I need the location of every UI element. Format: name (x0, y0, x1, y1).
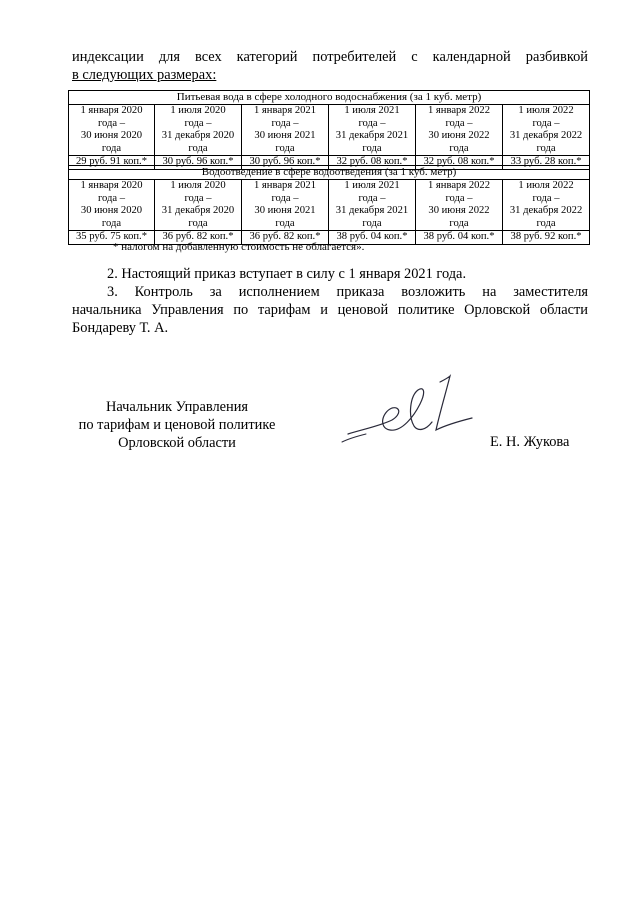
price-cell: 33 руб. 28 коп.* (503, 156, 590, 170)
signatory-title-line-1: Начальник Управления (105, 399, 249, 415)
signatory-title (72, 398, 282, 452)
paragraph-3-line-1: 3. Контроль за исполнением приказа возложить на заместителя (107, 284, 588, 300)
paragraph-3-line-2: начальника Управления по тарифам и ценовой политике Орловской области (72, 302, 588, 318)
price-cell: 36 руб. 82 коп.* (155, 231, 242, 245)
signatory-title-line-3: Орловской области (118, 435, 236, 451)
table-title: Водоотведение в сфере водоотведения (за 1 куб. метр) (69, 166, 590, 180)
price-cell: 35 руб. 75 коп.* (69, 231, 155, 245)
period-cell: 1 июля 2020 года – 31 декабря 2020 года (155, 180, 242, 231)
price-cell: 32 руб. 08 коп.* (329, 156, 416, 170)
footnote: * налогом на добавленную стоимость не облагается». (113, 241, 365, 253)
price-cell: 38 руб. 92 коп.* (503, 231, 590, 245)
price-cell: 38 руб. 04 коп.* (416, 231, 503, 245)
paragraph-2: 2. Настоящий приказ вступает в силу с 1 января 2021 года. (107, 266, 467, 282)
period-row (69, 105, 590, 156)
wastewater-tariff-table (68, 165, 590, 245)
price-cell: 38 руб. 04 коп.* (329, 231, 416, 245)
signatory-name: Е. Н. Жукова (490, 434, 570, 450)
intro-line-1: индексации для всех категорий потребителей с календарной разбивкой (72, 49, 588, 65)
price-cell: 36 руб. 82 коп.* (242, 231, 329, 245)
period-cell: 1 января 2020 года – 30 июня 2020 года (69, 180, 155, 231)
signatory-title-line-2: по тарифам и ценовой политике (78, 417, 276, 433)
period-cell: 1 января 2021 года – 30 июня 2021 года (242, 180, 329, 231)
table-title: Питьевая вода в сфере холодного водоснабжения (за 1 куб. метр) (69, 91, 590, 105)
price-cell: 30 руб. 96 коп.* (155, 156, 242, 170)
period-cell: 1 января 2022 года – 30 июня 2022 года (416, 105, 503, 156)
price-cell: 32 руб. 08 коп.* (416, 156, 503, 170)
period-cell: 1 января 2020 года – 30 июня 2020 года (69, 105, 155, 156)
water-supply-tariff-table (68, 90, 590, 170)
period-cell: 1 июля 2022 года – 31 декабря 2022 года (503, 180, 590, 231)
period-cell: 1 июля 2022 года – 31 декабря 2022 года (503, 105, 590, 156)
intro-line-2: в следующих размерах: (72, 67, 217, 83)
period-cell: 1 июля 2021 года – 31 декабря 2021 года (329, 105, 416, 156)
period-row (69, 180, 590, 231)
period-cell: 1 июля 2020 года – 31 декабря 2020 года (155, 105, 242, 156)
period-cell: 1 января 2021 года – 30 июня 2021 года (242, 105, 329, 156)
price-cell: 29 руб. 91 коп.* (69, 156, 155, 170)
price-cell: 30 руб. 96 коп.* (242, 156, 329, 170)
period-cell: 1 июля 2021 года – 31 декабря 2021 года (329, 180, 416, 231)
period-cell: 1 января 2022 года – 30 июня 2022 года (416, 180, 503, 231)
paragraph-3-line-3: Бондареву Т. А. (72, 320, 169, 336)
handwritten-signature (340, 372, 480, 452)
